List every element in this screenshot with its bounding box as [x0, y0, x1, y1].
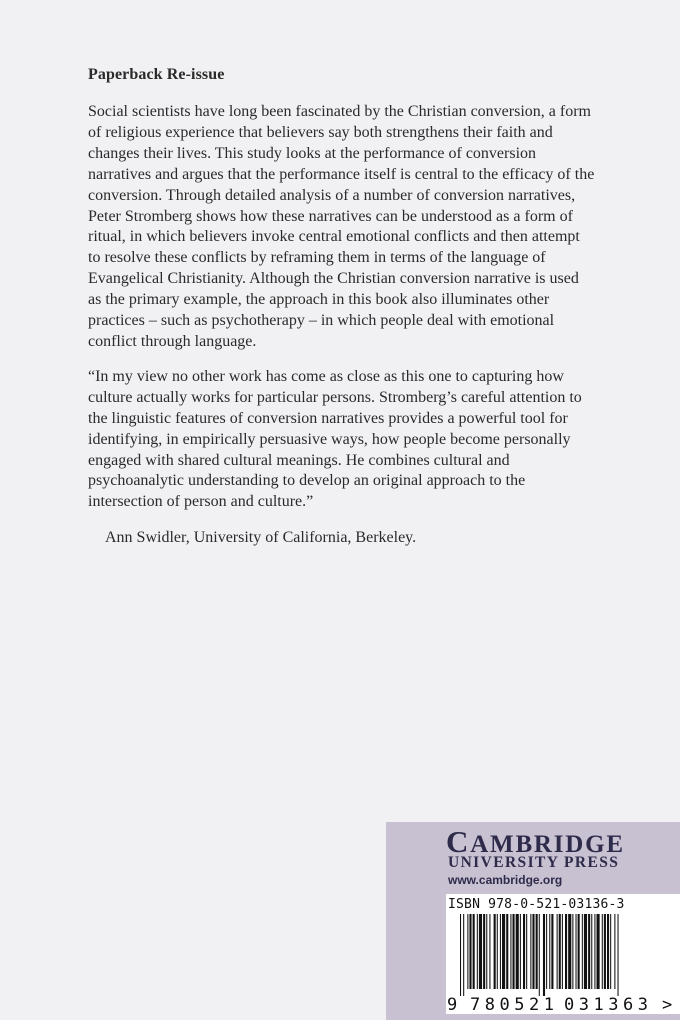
barcode-digit-lead: 9	[447, 995, 458, 1014]
barcode-bar	[582, 914, 583, 989]
barcode-bar	[588, 914, 590, 989]
barcode-bar	[543, 914, 545, 996]
barcode-bar	[551, 914, 553, 989]
cambridge-logo	[446, 826, 625, 857]
quote-attribution: Ann Swidler, University of California, Berkeley.	[105, 529, 417, 547]
barcode-bar	[602, 914, 603, 989]
barcode-bar	[549, 914, 550, 989]
barcode-bar	[469, 914, 471, 989]
barcode-bar	[489, 914, 490, 989]
barcode-graphic	[446, 894, 680, 1014]
barcode-marker: >	[662, 995, 673, 1014]
barcode-bar	[568, 914, 571, 989]
barcode-bar	[483, 914, 485, 989]
barcode-bar	[562, 914, 563, 989]
barcode-bar	[618, 914, 619, 996]
university-press-line: UNIVERSITY PRESS	[448, 854, 620, 871]
barcode-bar	[473, 914, 475, 989]
barcode-bar	[614, 914, 615, 989]
blurb-text-block	[88, 102, 596, 549]
description-paragraph: Social scientists have long been fascinated by the Christian conversion, a form of religious experience that believers say both strengthens their faith and changes their lives. This study looks at the performance of conversion narratives and argues that the performance itself is central to the efficacy of the conversion. Through detailed analysis of a number of conversion narratives, Peter Stromberg shows how these narratives can be understood as a form of ritual, in which believers invoke central emotional conflicts and then attempt to resolve these conflicts by reframing them in terms of the language of Evangelical Christianity. Although the Christian conversion narrative is used as the primary example, the approach in this book also illuminates other practices – such as psychotherapy – in which people deal with emotional conflict through language.	[88, 103, 595, 350]
barcode-bar	[502, 914, 505, 989]
barcode-bar	[520, 914, 521, 989]
barcode-bars	[460, 914, 619, 996]
barcode-bar	[526, 914, 527, 989]
barcode-bar	[565, 914, 567, 989]
barcode-bar	[510, 914, 511, 989]
barcode-bar	[494, 914, 496, 989]
barcode-bar	[578, 914, 580, 989]
barcode-bar	[532, 914, 534, 989]
barcode-bar	[506, 914, 508, 989]
reissue-heading: Paperback Re-issue	[88, 66, 225, 83]
barcode-bar	[610, 914, 611, 989]
isbn-label: ISBN 978-0-521-03136-3	[448, 897, 625, 912]
barcode-box	[446, 894, 680, 1014]
barcode-bar	[500, 914, 501, 989]
publisher-website: www.cambridge.org	[448, 873, 563, 887]
barcode-digits-left: 780521	[470, 995, 554, 1014]
barcode-bar	[572, 914, 573, 989]
barcode-bar	[513, 914, 515, 989]
barcode-bar	[477, 914, 478, 989]
logo-initial: C	[446, 824, 471, 859]
barcode-digits-right: 031363	[564, 995, 648, 1014]
barcode-bar	[516, 914, 519, 989]
barcode-bar	[497, 914, 498, 989]
barcode-bar	[607, 914, 609, 989]
barcode-bar	[486, 914, 487, 989]
logo-name-rest: AMBRIDGE	[470, 831, 625, 858]
barcode-bar	[597, 914, 600, 989]
barcode-bar	[591, 914, 592, 989]
review-quote: “In my view no other work has come as close as this one to capturing how culture actually works for particular persons. Stromberg’s careful attention to the linguistic features of conversion narratives provides a powerful tool for identifying, in empirically persuasive ways, how people become personally engaged with shared cultural meanings. He combines cultural and psychoanalytic understanding to develop an original approach to the intersection of person and culture.”	[88, 367, 582, 511]
barcode-bar	[536, 914, 538, 989]
publisher-panel	[386, 822, 680, 1020]
barcode-bar	[604, 914, 606, 989]
barcode-bar	[546, 914, 547, 989]
barcode-bar	[559, 914, 561, 989]
barcode-bar	[467, 914, 468, 989]
barcode-bar	[479, 914, 482, 989]
barcode-bar	[523, 914, 525, 989]
barcode-bar	[594, 914, 595, 989]
barcode-bar	[576, 914, 577, 989]
barcode-bar	[539, 914, 540, 996]
barcode-bar	[460, 914, 461, 996]
barcode-bar	[530, 914, 531, 989]
barcode-bar	[557, 914, 558, 989]
barcode-bar	[584, 914, 587, 989]
barcode-bar	[463, 914, 464, 996]
